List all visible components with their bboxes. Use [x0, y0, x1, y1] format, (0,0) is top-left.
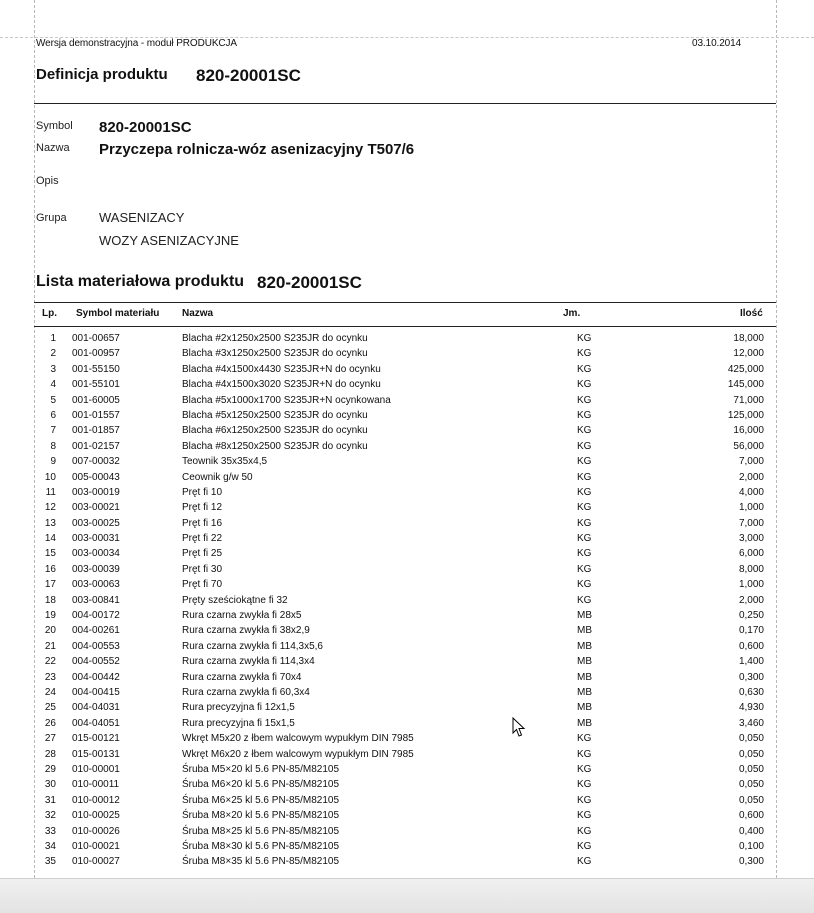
row-lp: 6 [50, 409, 56, 421]
group-value-2: WOZY ASENIZACYJNE [99, 233, 239, 248]
name-label: Nazwa [36, 142, 70, 154]
row-name: Śruba M5×20 kl 5.6 PN-85/M82105 [182, 763, 340, 775]
row-qty: 0,050 [738, 779, 764, 791]
version-text: Wersja demonstracyjna - moduł PRODUKCJA [36, 38, 237, 49]
row-symbol: 001-55150 [72, 363, 120, 375]
table-row [0, 763, 814, 778]
mouse-cursor-icon [512, 717, 526, 739]
table-row [0, 424, 814, 439]
row-unit: KG [577, 363, 592, 375]
row-unit: KG [577, 379, 592, 391]
row-name: Teownik 35x35x4,5 [182, 456, 268, 468]
table-row [0, 532, 814, 547]
row-symbol: 010-00025 [72, 810, 120, 822]
table-row [0, 778, 814, 793]
row-lp: 25 [44, 702, 56, 714]
row-name: Blacha #6x1250x2500 S235JR do ocynku [182, 425, 368, 437]
row-lp: 28 [44, 748, 56, 760]
table-row [0, 732, 814, 747]
row-symbol: 001-02157 [72, 440, 120, 452]
row-unit: MB [577, 671, 592, 683]
row-name: Blacha #2x1250x2500 S235JR do ocynku [182, 333, 368, 344]
row-name: Rura czarna zwykła fi 38x2,9 [182, 625, 310, 637]
row-lp: 19 [44, 610, 56, 622]
row-name: Blacha #4x1500x4430 S235JR+N do ocynku [182, 363, 381, 375]
row-lp: 26 [44, 717, 56, 729]
row-symbol: 003-00063 [72, 579, 120, 591]
row-name: Pręt fi 10 [182, 486, 223, 498]
row-symbol: 004-00261 [72, 625, 120, 637]
row-name: Pręt fi 30 [182, 563, 223, 575]
row-lp: 10 [44, 471, 56, 483]
row-unit: KG [577, 394, 592, 406]
table-row [0, 655, 814, 670]
row-qty: 3,460 [738, 717, 764, 729]
row-unit: MB [577, 625, 592, 637]
table-row [0, 440, 814, 455]
row-qty: 0,050 [738, 733, 764, 745]
row-name: Pręt fi 12 [182, 502, 223, 514]
row-symbol: 007-00032 [72, 456, 120, 468]
table-row [0, 594, 814, 609]
row-name: Śruba M6×25 kl 5.6 PN-85/M82105 [182, 794, 340, 806]
row-lp: 8 [50, 440, 56, 452]
row-symbol: 004-00415 [72, 686, 120, 698]
group-label: Grupa [36, 212, 67, 224]
group-value-1: WASENIZACY [99, 210, 185, 225]
row-lp: 11 [45, 486, 56, 498]
row-qty: 145,000 [727, 379, 764, 391]
row-lp: 3 [50, 363, 56, 375]
row-unit: KG [577, 810, 592, 822]
row-name: Rura czarna zwykła fi 114,3x5,6 [182, 640, 323, 652]
row-qty: 0,100 [738, 840, 764, 852]
table-row [0, 640, 814, 655]
row-lp: 18 [44, 594, 56, 606]
row-unit: KG [577, 333, 592, 344]
row-unit: KG [577, 456, 592, 468]
row-name: Ceownik g/w 50 [182, 471, 253, 483]
row-lp: 29 [44, 763, 56, 775]
row-symbol: 003-00039 [72, 563, 120, 575]
row-name: Rura czarna zwykła fi 70x4 [182, 671, 302, 683]
row-symbol: 010-00001 [72, 763, 120, 775]
row-qty: 56,000 [733, 440, 764, 452]
bom-top-divider [34, 302, 776, 303]
row-qty: 4,000 [738, 486, 764, 498]
row-symbol: 004-00172 [72, 610, 120, 622]
row-symbol: 004-00442 [72, 671, 120, 683]
row-qty: 125,000 [727, 409, 764, 421]
row-symbol: 010-00026 [72, 825, 120, 837]
row-lp: 7 [50, 425, 56, 437]
row-name: Rura czarna zwykła fi 114,3x4 [182, 656, 315, 668]
row-unit: KG [577, 502, 592, 514]
row-name: Rura precyzyjna fi 15x1,5 [182, 717, 295, 729]
row-unit: KG [577, 794, 592, 806]
row-symbol: 010-00011 [72, 779, 120, 791]
row-symbol: 001-00957 [72, 348, 120, 360]
table-row [0, 609, 814, 624]
row-qty: 0,630 [738, 686, 764, 698]
row-symbol: 001-00657 [72, 333, 120, 344]
row-unit: KG [577, 779, 592, 791]
row-qty: 0,600 [738, 640, 764, 652]
row-unit: MB [577, 717, 592, 729]
row-name: Pręt fi 22 [182, 533, 223, 545]
row-qty: 0,170 [738, 625, 764, 637]
row-lp: 30 [44, 779, 56, 791]
row-symbol: 015-00121 [72, 733, 120, 745]
table-row [0, 794, 814, 809]
row-symbol: 010-00021 [72, 840, 120, 852]
row-qty: 2,000 [738, 471, 764, 483]
row-symbol: 003-00025 [72, 517, 120, 529]
row-qty: 3,000 [738, 533, 764, 545]
table-row [0, 363, 814, 378]
description-label: Opis [36, 175, 59, 187]
row-lp: 12 [44, 502, 56, 514]
row-symbol: 015-00131 [72, 748, 120, 760]
row-name: Śruba M8×20 kl 5.6 PN-85/M82105 [182, 810, 340, 822]
row-symbol: 004-04031 [72, 702, 120, 714]
table-row [0, 455, 814, 470]
row-name: Blacha #4x1500x3020 S235JR+N do ocynku [182, 379, 381, 391]
row-unit: KG [577, 533, 592, 545]
row-unit: KG [577, 348, 592, 360]
bom-header-divider [34, 326, 776, 327]
row-name: Pręt fi 25 [182, 548, 223, 560]
row-lp: 31 [44, 794, 56, 806]
col-header-qty: Ilość [740, 308, 763, 319]
row-lp: 1 [50, 333, 56, 344]
row-unit: MB [577, 702, 592, 714]
header-divider [34, 103, 776, 104]
row-unit: KG [577, 440, 592, 452]
row-lp: 22 [44, 656, 56, 668]
row-unit: KG [577, 733, 592, 745]
row-unit: MB [577, 656, 592, 668]
row-lp: 21 [44, 640, 56, 652]
status-bar [0, 878, 814, 913]
row-name: Rura czarna zwykła fi 28x5 [182, 610, 302, 622]
definition-title: Definicja produktu [36, 66, 168, 83]
row-unit: KG [577, 486, 592, 498]
definition-code: 820-20001SC [196, 66, 301, 85]
bom-table-body [0, 332, 814, 871]
table-row [0, 855, 814, 870]
row-lp: 17 [44, 579, 56, 591]
col-header-symbol: Symbol materiału [76, 308, 160, 319]
symbol-label: Symbol [36, 120, 73, 132]
row-unit: KG [577, 548, 592, 560]
row-lp: 27 [44, 733, 56, 745]
row-lp: 4 [50, 379, 56, 391]
row-lp: 15 [44, 548, 56, 560]
table-row [0, 517, 814, 532]
row-unit: KG [577, 517, 592, 529]
row-unit: KG [577, 579, 592, 591]
row-qty: 1,400 [738, 656, 764, 668]
row-qty: 0,600 [738, 810, 764, 822]
table-row [0, 501, 814, 516]
bom-code: 820-20001SC [257, 273, 362, 292]
row-name: Śruba M6×20 kl 5.6 PN-85/M82105 [182, 779, 340, 791]
row-symbol: 001-60005 [72, 394, 120, 406]
row-name: Pręt fi 70 [182, 579, 223, 591]
col-header-name: Nazwa [182, 308, 214, 319]
table-row [0, 563, 814, 578]
row-qty: 0,300 [738, 856, 764, 868]
row-qty: 0,400 [738, 825, 764, 837]
table-row [0, 332, 814, 347]
row-unit: KG [577, 425, 592, 437]
table-row [0, 748, 814, 763]
row-qty: 1,000 [738, 579, 764, 591]
row-symbol: 003-00841 [72, 594, 120, 606]
row-lp: 14 [44, 533, 56, 545]
row-name: Blacha #5x1000x1700 S235JR+N ocynkowana [182, 394, 391, 406]
row-name: Wkręt M5x20 z łbem walcowym wypukłym DIN 7985 [182, 733, 414, 745]
row-symbol: 010-00027 [72, 856, 120, 868]
row-symbol: 001-01857 [72, 425, 120, 437]
row-unit: KG [577, 409, 592, 421]
table-row [0, 409, 814, 424]
row-unit: KG [577, 825, 592, 837]
row-qty: 16,000 [733, 425, 764, 437]
row-qty: 425,000 [727, 363, 764, 375]
row-qty: 7,000 [738, 456, 764, 468]
row-qty: 7,000 [738, 517, 764, 529]
col-header-unit: Jm. [563, 308, 581, 319]
row-unit: MB [577, 610, 592, 622]
row-qty: 2,000 [738, 594, 764, 606]
table-row [0, 378, 814, 393]
row-unit: KG [577, 763, 592, 775]
row-qty: 6,000 [738, 548, 764, 560]
row-qty: 8,000 [738, 563, 764, 575]
row-lp: 34 [44, 840, 56, 852]
row-unit: KG [577, 840, 592, 852]
row-qty: 4,930 [738, 702, 764, 714]
row-name: Śruba M8×35 kl 5.6 PN-85/M82105 [182, 856, 340, 868]
row-qty: 0,250 [738, 610, 764, 622]
row-unit: KG [577, 856, 592, 868]
row-lp: 20 [44, 625, 56, 637]
row-lp: 35 [44, 856, 56, 868]
row-qty: 0,050 [738, 748, 764, 760]
row-lp: 5 [50, 394, 56, 406]
table-row [0, 547, 814, 562]
row-unit: KG [577, 594, 592, 606]
row-unit: KG [577, 748, 592, 760]
row-lp: 33 [44, 825, 56, 837]
row-qty: 0,300 [738, 671, 764, 683]
row-unit: KG [577, 471, 592, 483]
row-name: Pręt fi 16 [182, 517, 223, 529]
table-row [0, 486, 814, 501]
row-symbol: 003-00031 [72, 533, 120, 545]
row-name: Śruba M8×25 kl 5.6 PN-85/M82105 [182, 825, 340, 837]
table-row [0, 686, 814, 701]
row-name: Blacha #3x1250x2500 S235JR do ocynku [182, 348, 368, 360]
symbol-value: 820-20001SC [99, 119, 192, 136]
table-row [0, 825, 814, 840]
table-row [0, 717, 814, 732]
col-header-lp: Lp. [42, 308, 57, 319]
table-row [0, 701, 814, 716]
row-symbol: 003-00034 [72, 548, 120, 560]
row-symbol: 005-00043 [72, 471, 120, 483]
row-qty: 0,050 [738, 763, 764, 775]
row-lp: 24 [44, 686, 56, 698]
row-symbol: 004-04051 [72, 717, 120, 729]
row-name: Rura czarna zwykła fi 60,3x4 [182, 686, 310, 698]
row-symbol: 004-00553 [72, 640, 120, 652]
row-lp: 16 [44, 563, 56, 575]
bom-title: Lista materiałowa produktu [36, 273, 245, 290]
row-name: Śruba M8×30 kl 5.6 PN-85/M82105 [182, 840, 340, 852]
row-lp: 32 [44, 810, 56, 822]
table-row [0, 671, 814, 686]
name-value: Przyczepa rolnicza-wóz asenizacyjny T507/6 [99, 141, 415, 158]
row-symbol: 003-00021 [72, 502, 120, 514]
row-name: Rura precyzyjna fi 12x1,5 [182, 702, 295, 714]
row-symbol: 010-00012 [72, 794, 120, 806]
table-row [0, 471, 814, 486]
row-unit: MB [577, 686, 592, 698]
row-lp: 9 [50, 456, 56, 468]
row-name: Blacha #5x1250x2500 S235JR do ocynku [182, 409, 368, 421]
row-qty: 12,000 [733, 348, 764, 360]
table-row [0, 809, 814, 824]
row-name: Blacha #8x1250x2500 S235JR do ocynku [182, 440, 368, 452]
report-date: 03.10.2014 [692, 38, 742, 49]
table-row [0, 578, 814, 593]
row-qty: 18,000 [733, 333, 764, 344]
table-row [0, 394, 814, 409]
row-symbol: 003-00019 [72, 486, 120, 498]
row-unit: MB [577, 640, 592, 652]
row-lp: 23 [44, 671, 56, 683]
row-name: Wkręt M6x20 z łbem walcowym wypukłym DIN 7985 [182, 748, 414, 760]
table-row [0, 347, 814, 362]
row-unit: KG [577, 563, 592, 575]
row-qty: 0,050 [738, 794, 764, 806]
row-name: Pręty sześciokątne fi 32 [182, 594, 288, 606]
row-symbol: 001-55101 [72, 379, 120, 391]
table-row [0, 624, 814, 639]
row-qty: 1,000 [738, 502, 764, 514]
row-symbol: 004-00552 [72, 656, 120, 668]
row-symbol: 001-01557 [72, 409, 120, 421]
row-lp: 2 [50, 348, 56, 360]
row-qty: 71,000 [733, 394, 764, 406]
row-lp: 13 [44, 517, 56, 529]
table-row [0, 840, 814, 855]
